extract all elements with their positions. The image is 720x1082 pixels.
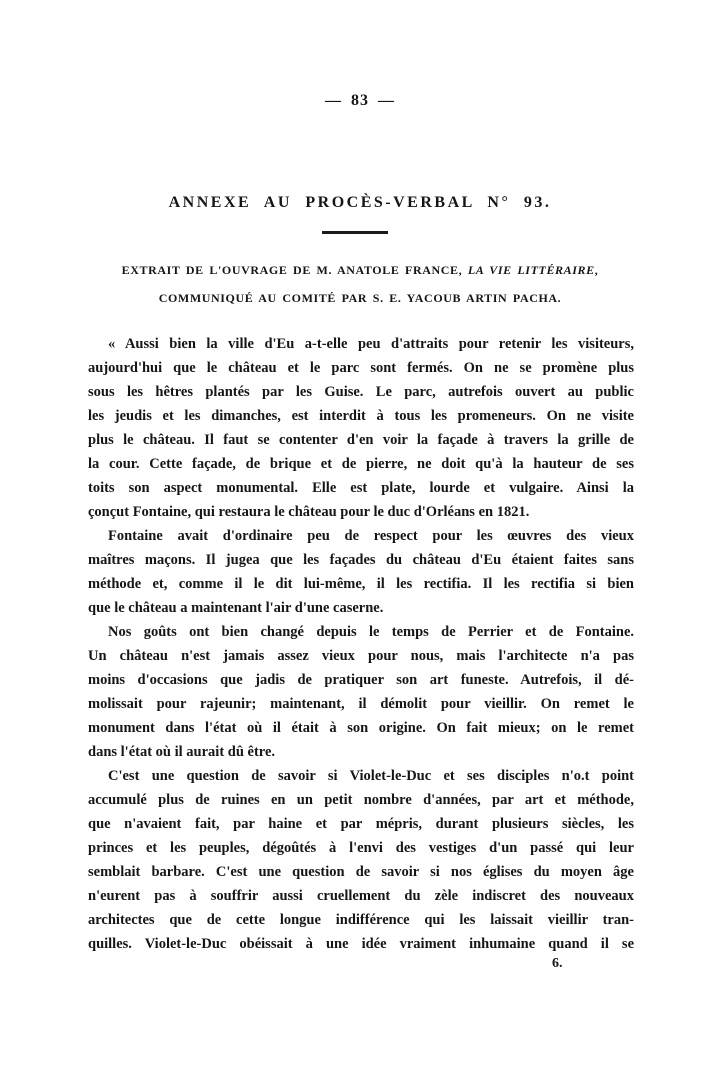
signature-mark: 6. bbox=[552, 956, 563, 971]
subtitle-work-title: LA VIE LITTÉRAIRE bbox=[467, 263, 595, 277]
body-line: çonçut Fontaine, qui restaura le château pour le duc d'Orléans en 1821. bbox=[88, 504, 530, 520]
body-line: Nos goûts ont bien changé depuis le temps de Perrier et de Fontaine. bbox=[108, 624, 634, 640]
body-line: architectes que de cette longue indifférence qui les laissait vieillir tran- bbox=[88, 912, 634, 928]
annexe-title: ANNEXE AU PROCÈS-VERBAL N° 93. bbox=[168, 194, 552, 211]
body-line: Un château n'est jamais assez vieux pour nous, mais l'architecte n'a pas bbox=[88, 648, 634, 664]
body-line: que le château a maintenant l'air d'une caserne. bbox=[88, 600, 384, 616]
body-line: plus le château. Il faut se contenter d'en voir la façade à travers la grille de bbox=[88, 432, 634, 448]
title-divider-rule bbox=[322, 231, 388, 234]
body-line: la cour. Cette façade, de brique et de pierre, ne doit qu'à la hauteur de ses bbox=[88, 456, 634, 472]
body-line: molissait pour rajeunir; maintenant, il démolit pour vieillir. On remet le bbox=[88, 696, 634, 712]
body-line: quilles. Violet-le-Duc obéissait à une idée vraiment inhumaine quand il se bbox=[88, 936, 634, 952]
body-line: méthode et, comme il le dit lui-même, il les rectifia. Il les rectifia si bien bbox=[88, 576, 634, 592]
body-line: semblait barbare. C'est une question de savoir si nos églises du moyen âge bbox=[88, 864, 634, 880]
body-line: princes et les peuples, dégoûtés à l'envi des vestiges d'un passé qui leur bbox=[88, 840, 634, 856]
body-line: les jeudis et les dimanches, est interdit à tous les promeneurs. On ne visite bbox=[88, 408, 634, 424]
body-line: C'est une question de savoir si Violet-le-Duc et ses disciples n'o.t point bbox=[108, 768, 634, 784]
body-line: accumulé plus de ruines en un petit nombre d'années, par art et méthode, bbox=[88, 792, 634, 808]
page-number: — 83 — bbox=[325, 92, 395, 109]
body-line: Fontaine avait d'ordinaire peu de respect pour les œuvres des vieux bbox=[108, 528, 634, 544]
body-line: n'eurent pas à souffrir aussi cruellement du zèle indiscret des nouveaux bbox=[88, 888, 634, 904]
body-line: sous les hêtres plantés par les Guise. Le parc, autrefois ouvert au public bbox=[88, 384, 634, 400]
body-line: que n'avaient fait, par haine et par mépris, durant plusieurs siècles, les bbox=[88, 816, 634, 832]
body-line: dans l'état où il aurait dû être. bbox=[88, 744, 276, 760]
body-text bbox=[88, 332, 634, 956]
subtitle-line2: COMMUNIQUÉ AU COMITÉ PAR S. E. YACOUB ARTIN PACHA. bbox=[158, 291, 562, 305]
body-line: « Aussi bien la ville d'Eu a-t-elle peu d'attraits pour retenir les visiteurs, bbox=[108, 336, 634, 352]
subtitle-line1-suffix: , bbox=[594, 263, 599, 277]
body-line: monument dans l'état où il était à son origine. On fait mieux; on le remet bbox=[88, 720, 634, 736]
body-line: aujourd'hui que le château et le parc sont fermés. On ne se promène plus bbox=[88, 360, 634, 376]
body-line: maîtres maçons. Il jugea que les façades du château d'Eu étaient faites sans bbox=[88, 552, 634, 568]
body-line: moins d'occasions que jadis de pratiquer son art funeste. Autrefois, il dé- bbox=[88, 672, 634, 688]
subtitle-line1-prefix: EXTRAIT DE L'OUVRAGE DE M. ANATOLE FRANCE, bbox=[121, 263, 468, 277]
extract-subtitle bbox=[60, 256, 660, 312]
body-line: toits son aspect monumental. Elle est plate, lourde et vulgaire. Ainsi la bbox=[88, 480, 634, 496]
